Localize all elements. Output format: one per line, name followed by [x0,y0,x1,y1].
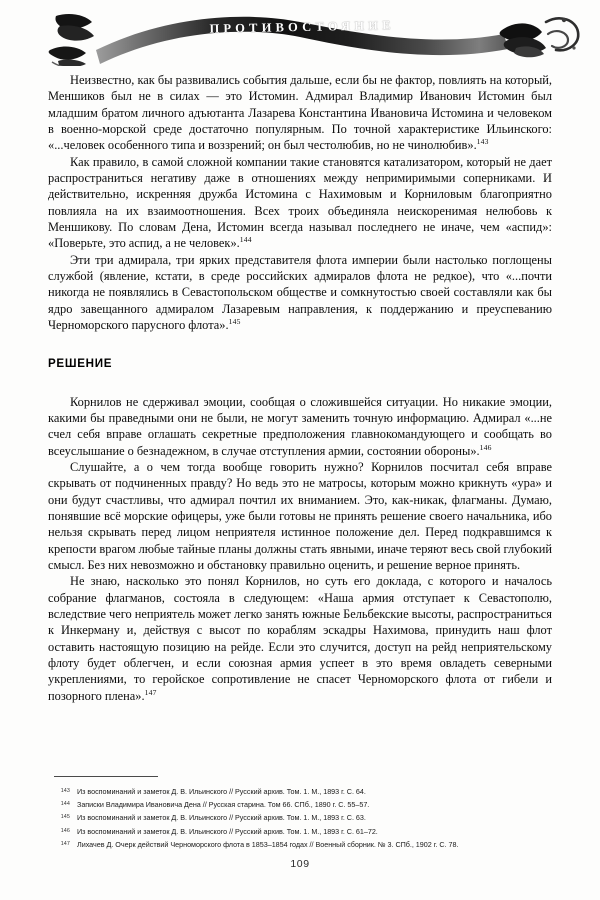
footnote-item [48,839,552,851]
paragraph-1-text: Неизвестно, как бы развивались события дальше, если бы не фактор, повлиять на который, Меншиков был не в силах — это Истомин. Адмирал Владимир Иванович Истомин был младшим братом личного адъютанта Лазарева Константина Ивановича Истомина и человеком в военно-морской среде достаточно популярным. По точной характеристике Ильинского: «...человек особенного типа и воззрений; он был честолюбив, но не чинолюбив». [48,73,552,153]
footnotes-block [48,776,552,852]
footnote-item [48,826,552,838]
text-column [48,72,552,704]
footnote-item [48,786,552,798]
paragraph-5 [48,459,552,573]
footnote-item [48,799,552,811]
footnote-number: 147 [60,840,70,847]
footnote-ref-145[interactable]: 145 [228,317,241,327]
ribbon-swirl-right-inner [548,31,568,48]
footnote-text: Из воспоминаний и заметок Д. В. Ильинского // Русский архив. Том. 1. М., 1893 г. С. 63. [77,813,366,823]
page-number: 109 [290,858,310,870]
ribbon-body [96,17,508,64]
paragraph-2 [48,154,552,252]
footnote-item [48,812,552,824]
section-heading-reshenie: РЕШЕНИЕ [48,356,113,370]
footnote-separator-rule [54,776,158,777]
footnote-number: 144 [60,801,70,808]
ribbon-curl-left-top2 [58,25,94,40]
ribbon-swirl-right-outer [546,18,578,50]
ribbon-speck-right [562,18,566,22]
paragraph-6-text: Не знаю, насколько это понял Корнилов, но суть его доклада, с которого и началось собрание флагманов, состояла в следующем: «Наша армия отступает к Севастополю, вследствие чего неприятель может легко занять южные Бельбекские высоты, распространиться к Инкерману и, действуя с высот по кораблям эскадры Нахимова, принудить наш флот оставить настоящую позицию на рейде. Если это случится, доступ на рейд неприятельскому флоту будет облегчен, и если союзная армия успеет в это время овладеть северными укреплениями, то геройское сопротивление не спасет Черноморского флота от гибели и позорного плена». [48,574,552,703]
footnote-ref-144[interactable]: 144 [239,235,252,245]
spacer-before-heading [48,334,552,357]
footnote-text: Записки Владимира Ивановича Дена // Русская старина. Том 66. СПб., 1890 г. С. 55–57. [77,800,370,810]
footnote-number: 145 [60,814,70,821]
ribbon-curl-left-bottom [49,46,86,59]
paragraph-1 [48,72,552,154]
footnote-text: Из воспоминаний и заметок Д. В. Ильинского // Русский архив. Том. 1. М., 1893 г. С. 61–72. [77,826,378,836]
footnote-ref-146[interactable]: 146 [479,442,492,452]
footnote-text: Из воспоминаний и заметок Д. В. Ильинского // Русский архив. Том. 1. М., 1893 г. С. 64. [77,787,366,796]
footnote-number: 143 [60,788,70,794]
paragraph-3 [48,252,552,334]
paragraph-2-text: Как правило, в самой сложной компании такие становятся катализатором, который не дает распространиться негативу даже в отношениях между непримиримыми соперниками. И действительно, искренняя дружба Истомина с Нахимовым и Корниловым благоприятно повлияла на их взаимоотношения. Всех троих объединяла неискоренимая нелюбовь к Меншикову. По словам Дена, Истомин всегда называл последнего не иначе, чем «аспид»: «Поверьте, это аспид, а не человек». [48,154,552,251]
spacer-after-heading [48,370,552,394]
paragraph-4-text: Корнилов не сдерживал эмоции, сообщая о сложившейся ситуации. Но никакие эмоции, какими бы праведными они не были, не могут заменить точную информацию. Адмирал «...не счел себя вправе оглашать секретные предположения главнокомандующего и сообщать во всеуслышание о безнадежном, в случае отступления армии, состоянии обороны». [48,394,552,458]
paragraph-4 [48,394,552,459]
ribbon-speck-right2 [572,46,575,49]
ribbon-curl-left-bottom2 [58,60,86,66]
paragraph-6 [48,573,552,704]
paragraph-5-text: Слушайте, а о чем тогда вообще говорить нужно? Корнилов посчитал себя вправе скрывать от подчиненных правду? Но ведь это не матросы, которым можно крикнуть «ура» и они будут счастливы, что адмирал почтил их вниманием. Это, как-никак, флагманы. Думаю, понявшие всё морские офицеры, уже были готовы не принять решение своего начальника, ибо нельзя скрывать перед лицом неприятеля истинное положение дел. Перед подкравшимся к крепости врагом любые тайные планы должны стать явными, иначе теряют весь свой глубокий смысл. Без них невозможно и обстановку правильно оценить, и решение верное принять. [48,459,552,572]
paragraph-3-text: Эти три адмирала, три ярких представителя флота империи были настолько поглощены службой (явление, кстати, в среде российских адмиралов флота не редкое), что «...почти никогда не появлялись в Севастопольском обществе и сомкнутостью своей составляли как бы ядро завещанного адмиралом Лазаревым направления, к поддержанию и преуспеванию Черноморского парусного флота». [48,252,552,333]
chapter-banner [0,4,600,66]
footnote-text: Лихачев Д. Очерк действий Черноморского флота в 1853–1854 годах // Военный сборник. № 3. СПб., 1902 г. С. 78. [77,839,459,849]
footnote-number: 146 [60,827,70,834]
footnote-ref-143[interactable]: 143 [476,137,489,147]
chapter-title: ПРОТИВОСТОЯНИЕ [209,18,395,36]
footnote-ref-147[interactable]: 147 [144,687,157,697]
